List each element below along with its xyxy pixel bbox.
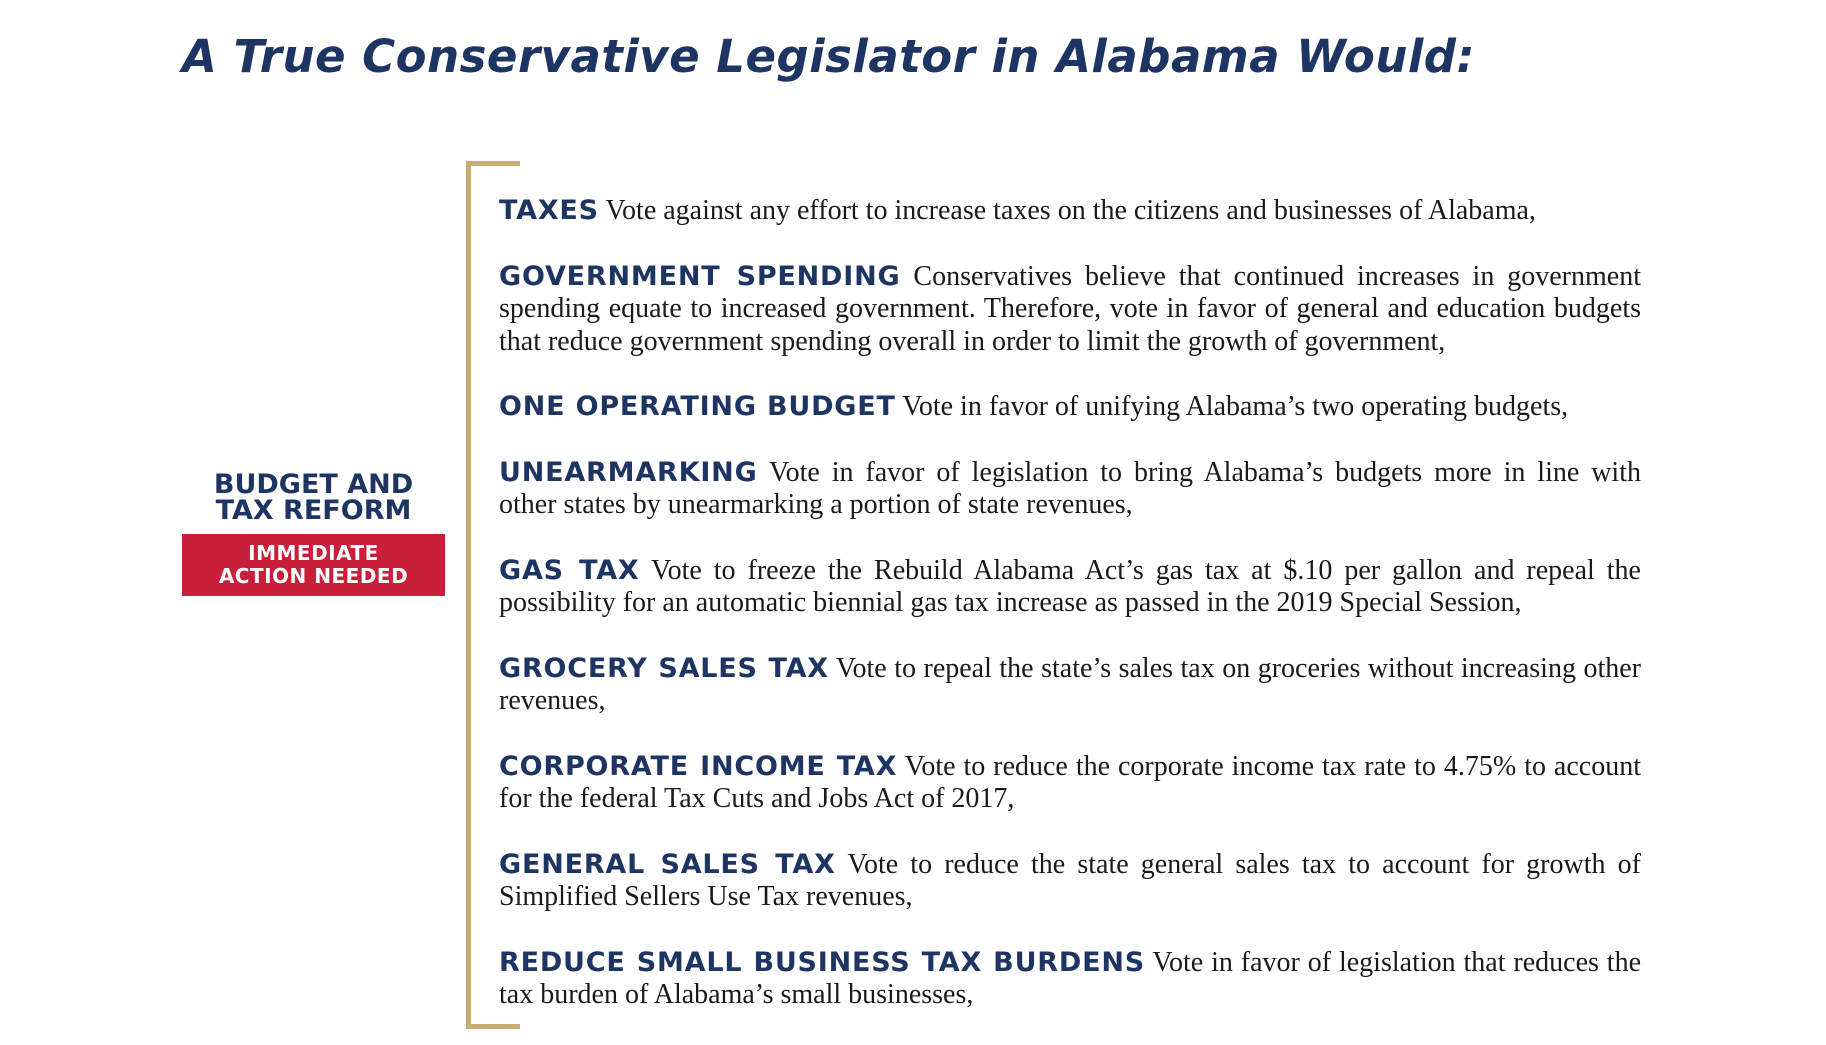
policy-item-heading: UNEARMARKING <box>499 456 758 488</box>
policy-item-heading: REDUCE SMALL BUSINESS TAX BURDENS <box>499 946 1145 978</box>
policy-item-text: Vote in favor of legislation to bring Alabama’s budgets more in line with other states by unearmarking a portion of state revenues, <box>499 456 1641 520</box>
policy-item-text: Conservatives believe that continued increases in government spending equate to increased government. Therefore, vote in favor of general and education budgets that reduce government spending overall in order to limit the growth of government, <box>499 260 1641 357</box>
policy-list <box>499 195 1641 1045</box>
policy-item-text: Vote against any effort to increase taxes on the citizens and businesses of Alabama, <box>605 195 1536 226</box>
policy-item-grocery-sales-tax <box>499 653 1641 718</box>
policy-item-heading: GAS TAX <box>499 554 640 586</box>
section-heading <box>182 469 445 526</box>
policy-item-text: Vote to freeze the Rebuild Alabama Act’s gas tax at $.10 per gallon and repeal the possibility for an automatic biennial gas tax increase as passed in the 2019 Special Session, <box>499 554 1641 618</box>
policy-item-text: Vote in favor of unifying Alabama’s two operating budgets, <box>902 391 1569 422</box>
policy-item-heading: GROCERY SALES TAX <box>499 652 829 684</box>
policy-item-text: Vote to repeal the state’s sales tax on groceries without increasing other revenues, <box>499 652 1641 716</box>
policy-item-heading: TAXES <box>499 195 599 226</box>
policy-item-text: Vote to reduce the state general sales tax to account for growth of Simplified Sellers Use Tax revenues, <box>499 848 1641 912</box>
policy-item-gas-tax <box>499 555 1641 620</box>
policy-item-corporate-income-tax <box>499 751 1641 816</box>
section-label <box>182 469 445 596</box>
page-title: A True Conservative Legislator in Alabama Would: <box>182 30 1475 83</box>
policy-item-small-business-tax <box>499 947 1641 1012</box>
section-heading-line2: TAX REFORM <box>215 495 412 526</box>
policy-item-taxes <box>499 195 1641 228</box>
badge-line2: ACTION NEEDED <box>218 564 409 588</box>
action-needed-badge <box>182 534 445 596</box>
policy-item-text: Vote in favor of legislation that reduces the tax burden of Alabama’s small businesses, <box>499 946 1642 1010</box>
section-heading-line1: BUDGET AND <box>213 469 414 500</box>
policy-item-text: Vote to reduce the corporate income tax rate to 4.75% to account for the federal Tax Cuts and Jobs Act of 2017, <box>499 750 1641 814</box>
policy-item-heading: CORPORATE INCOME TAX <box>499 750 898 782</box>
badge-line1: IMMEDIATE <box>248 541 379 565</box>
policy-item-government-spending <box>499 261 1641 359</box>
policy-item-one-operating-budget <box>499 391 1641 424</box>
policy-item-heading: GOVERNMENT SPENDING <box>499 260 901 292</box>
policy-item-unearmarking <box>499 457 1641 522</box>
policy-item-heading: GENERAL SALES TAX <box>499 848 836 880</box>
policy-item-heading: ONE OPERATING BUDGET <box>499 391 896 422</box>
policy-item-general-sales-tax <box>499 849 1641 914</box>
